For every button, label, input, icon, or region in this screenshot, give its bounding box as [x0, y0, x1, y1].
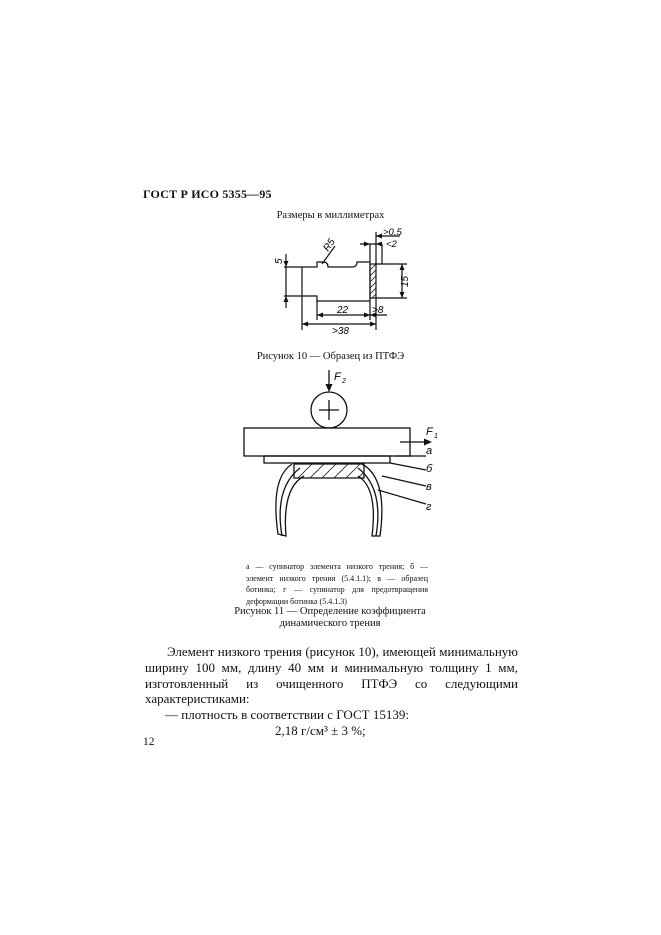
label-a: а — [426, 445, 433, 457]
figure-11-friction-test — [230, 368, 450, 548]
dim-8: >8 — [372, 305, 384, 316]
figure-10-caption: Рисунок 10 — Образец из ПТФЭ — [256, 351, 405, 362]
body-paragraph: Элемент низкого трения (рисунок 10), имеющей минимальную ширину 100 мм, длину 40 мм и минимальную толщину 1 мм, изготовленный из очищенного ПТФЭ со следующими характеристиками: — [145, 644, 518, 707]
label-f2-sub: 2 — [342, 378, 346, 385]
specimen-outline — [302, 262, 370, 301]
label-b: б — [426, 463, 433, 475]
body-list-item: — плотность в соответствии с ГОСТ 15139: — [165, 707, 409, 723]
dim-radius: R5 — [321, 236, 338, 254]
label-f1: F — [426, 426, 433, 438]
figure-11-caption-line2: динамического трения — [279, 618, 381, 629]
density-formula: 2,18 г/см³ ± 3 %; — [275, 722, 366, 738]
dim-min-thickness: >0,5 — [383, 227, 402, 238]
low-friction-element — [264, 456, 390, 463]
dim-max-width: <2 — [386, 239, 397, 250]
body-text — [145, 644, 518, 739]
label-g: г — [426, 501, 432, 513]
dim-38: >38 — [332, 326, 349, 336]
dim-15: 15 — [400, 275, 411, 287]
units-note: Размеры в миллиметрах — [276, 210, 385, 221]
dim-22: 22 — [337, 305, 349, 316]
label-f1-sub: 1 — [434, 433, 438, 440]
page-number: 12 — [143, 736, 155, 748]
figure-10-ptfe-specimen — [262, 224, 422, 336]
figure-11-caption-line1: Рисунок 11 — Определение коэффициента — [234, 606, 426, 617]
figure-11-legend: а — супинатор элемента низкого трения; б — элемент низкого трения (5.4.1.1); в — образец ботинка; г — супинатор для предотвращения деформации ботинка (5.4.1.3) — [246, 562, 428, 606]
figure-11-caption — [200, 606, 460, 630]
document-header: ГОСТ Р ИСО 5355—95 — [143, 187, 272, 201]
low-friction-support — [244, 428, 410, 456]
label-v: в — [426, 481, 432, 493]
label-f2: F — [334, 371, 341, 383]
dim-5: 5 — [274, 258, 285, 264]
